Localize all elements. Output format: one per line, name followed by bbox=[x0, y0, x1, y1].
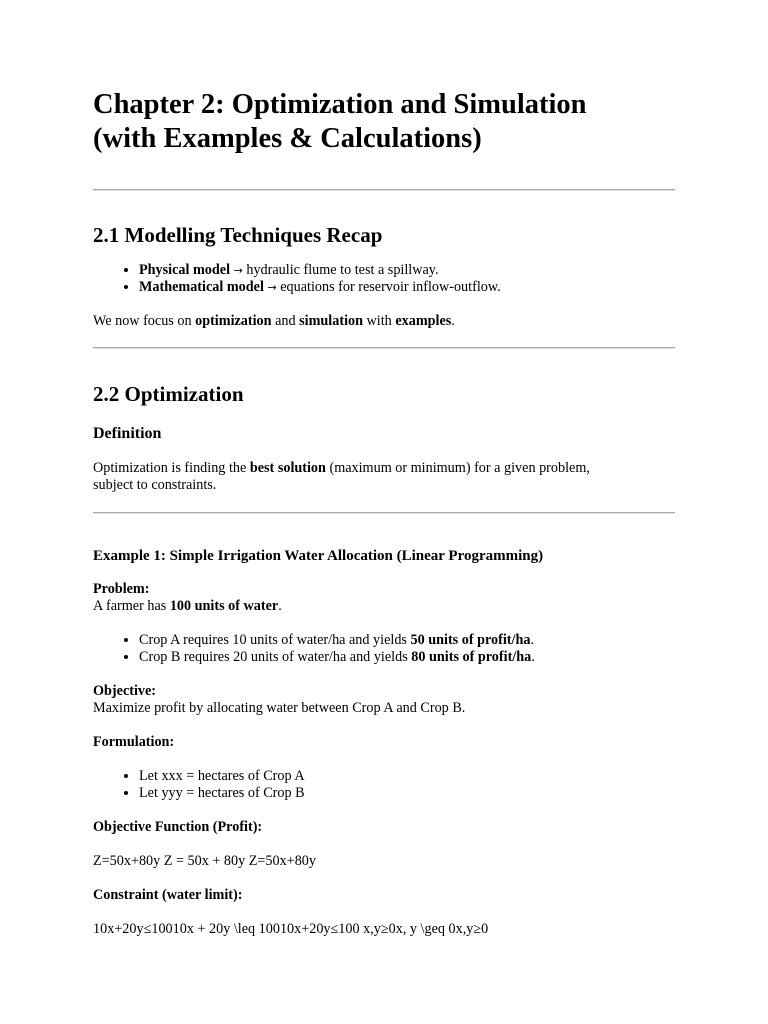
divider bbox=[93, 512, 675, 514]
right-arrow-icon: → bbox=[267, 281, 277, 294]
divider bbox=[93, 347, 675, 349]
text-run: . bbox=[278, 598, 282, 614]
bold-text-run: examples bbox=[395, 313, 452, 329]
list-item-description: equations for reservoir inflow-outflow. bbox=[280, 279, 501, 295]
example-1-heading: Example 1: Simple Irrigation Water Allocation (Linear Programming) bbox=[93, 548, 544, 564]
text-run: with bbox=[363, 313, 396, 329]
chapter-title-line-2: (with Examples & Calculations) bbox=[93, 123, 482, 154]
model-list bbox=[93, 262, 675, 296]
chapter-title bbox=[93, 0, 675, 156]
text-run: Crop B requires 20 units of water/ha and yields bbox=[139, 649, 412, 665]
list-item bbox=[139, 649, 675, 666]
list-item-term: Mathematical model bbox=[139, 279, 264, 295]
section-heading-2-1: 2.1 Modelling Techniques Recap bbox=[93, 223, 383, 247]
text-run: We now focus on bbox=[93, 313, 196, 329]
definition-heading: Definition bbox=[93, 425, 162, 442]
definition-paragraph bbox=[93, 460, 675, 494]
text-run: A farmer has bbox=[93, 598, 170, 614]
bold-text-run: 50 units of profit/ha bbox=[410, 632, 531, 648]
bold-text-run: simulation bbox=[299, 313, 363, 329]
bold-text-run: 100 units of water bbox=[169, 598, 279, 614]
list-item: • Let xxx = hectares of Crop A bbox=[139, 768, 675, 785]
list-item-term: Physical model bbox=[139, 262, 231, 278]
list-item bbox=[139, 262, 675, 279]
divider bbox=[93, 189, 675, 191]
text-run: (maximum or minimum) for a given problem, bbox=[325, 460, 590, 476]
objective-paragraph bbox=[93, 683, 675, 717]
constraint-label: Constraint (water limit): bbox=[93, 887, 243, 903]
objective-function-label-paragraph bbox=[93, 819, 675, 836]
list-item: • Let yyy = hectares of Crop B bbox=[139, 785, 675, 802]
text-run: and bbox=[271, 313, 300, 329]
chapter-title-line-1: Chapter 2: Optimization and Simulation bbox=[93, 89, 587, 120]
text-run: subject to constraints. bbox=[93, 477, 217, 493]
objective-function-equation: Z=50x+80y Z = 50x + 80y Z=50x+80y bbox=[93, 853, 316, 869]
bold-text-run: 80 units of profit/ha bbox=[411, 649, 532, 665]
variable-list bbox=[93, 768, 675, 802]
crop-list bbox=[93, 632, 675, 666]
focus-paragraph bbox=[93, 313, 675, 330]
formulation-label-paragraph bbox=[93, 734, 675, 751]
problem-label: Problem: bbox=[93, 581, 150, 597]
section-heading-2-2: 2.2 Optimization bbox=[93, 382, 244, 406]
objective-text: Maximize profit by allocating water between Crop A and Crop B. bbox=[93, 700, 466, 716]
constraint-label-paragraph bbox=[93, 887, 675, 904]
bold-text-run: optimization bbox=[195, 313, 272, 329]
list-item bbox=[139, 279, 675, 296]
text-run: Crop A requires 10 units of water/ha and yields bbox=[139, 632, 411, 648]
right-arrow-icon: → bbox=[233, 264, 243, 277]
constraint-equation: 10x+20y≤10010x + 20y \leq 10010x+20y≤100 x,y≥0x, y \geq 0x,y≥0 bbox=[93, 921, 489, 937]
formulation-label: Formulation: bbox=[93, 734, 175, 750]
text-run: Optimization is finding the bbox=[93, 460, 250, 476]
text-run: . bbox=[530, 632, 534, 648]
text-run: . bbox=[451, 313, 455, 329]
list-item bbox=[139, 632, 675, 649]
problem-paragraph bbox=[93, 581, 675, 615]
list-item-description: hydraulic flume to test a spillway. bbox=[246, 262, 439, 278]
objective-label: Objective: bbox=[93, 683, 157, 699]
objective-function-label: Objective Function (Profit): bbox=[93, 819, 263, 835]
text-run: . bbox=[531, 649, 535, 665]
bold-text-run: best solution bbox=[249, 460, 326, 476]
